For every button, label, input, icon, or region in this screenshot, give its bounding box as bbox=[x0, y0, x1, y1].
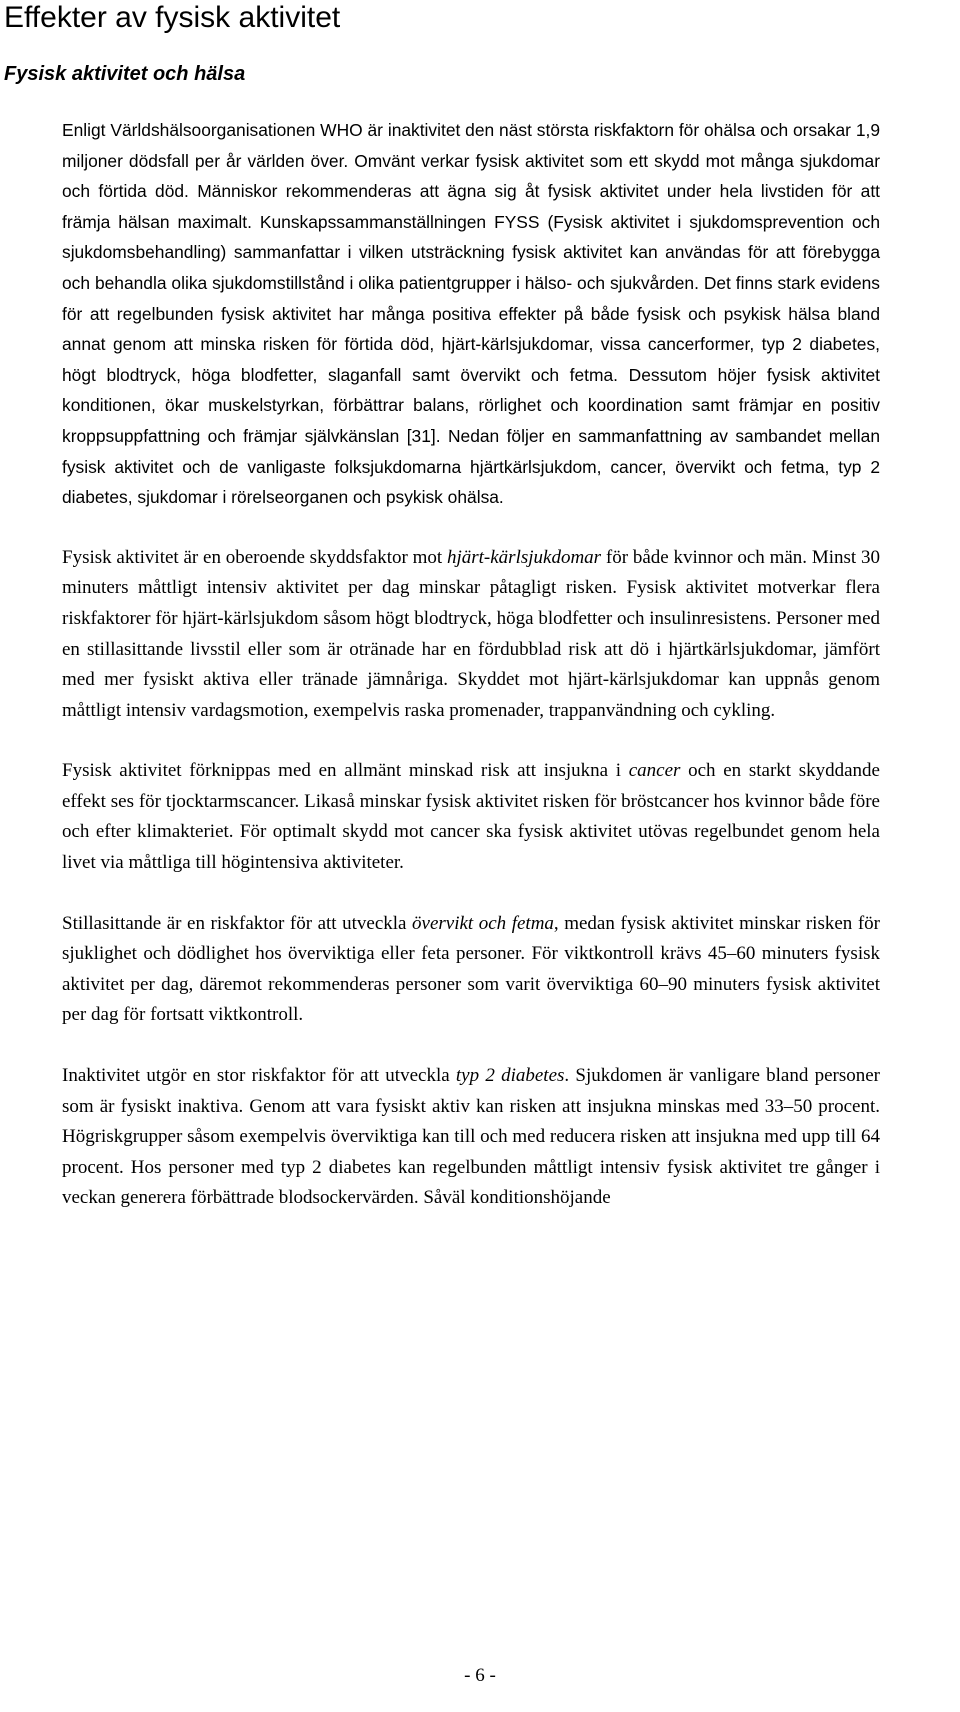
section-heading: Fysisk aktivitet och hälsa bbox=[4, 63, 246, 85]
text-run: , medan fysisk aktivitet minskar risken för sjuklighet och dödlighet hos överviktiga eller feta personer. För viktkontroll krävs 45–60 minuters fysisk aktivitet per dag, däremot rekommenderas personer som varit överviktiga 60–90 minuters fysisk aktivitet per dag för fortsatt viktkontroll. bbox=[62, 912, 880, 1026]
text-run: Enligt Världshälsoorganisationen WHO är inaktivitet den näst största riskfaktorn för ohälsa och orsakar 1,9 miljoner dödsfall per år världen över. Omvänt verkar fysisk aktivitet som ett skydd mot många sjukdomar och förtida död. Människor rekommenderas att ägna sig åt fysisk aktivitet under hela livstiden för att främja hälsan maximalt. Kunskapssammanställningen FYSS (Fysisk aktivitet i sjukdomsprevention och sjukdomsbehandling) sammanfattar i vilken utsträckning fysisk aktivitet kan användas för att förebygga och behandla olika sjukdomstillstånd i olika patientgrupper i hälso- och sjukvården. Det finns stark evidens för att regelbunden fysisk aktivitet har många positiva effekter på både fysisk och psykisk hälsa bland annat genom att minska risken för förtida död, hjärt-kärlsjukdomar, vissa cancerformer, typ 2 diabetes, högt blodtryck, höga blodfetter, slaganfall samt övervikt och fetma. Dessutom höjer fysisk aktivitet konditionen, ökar muskelstyrkan, förbättrar balans, rörlighet och koordination samt främjar en positiv kroppsuppfattning och främjar självkänslan [31]. Nedan följer en sammanfattning av sambandet mellan fysisk aktivitet och de vanligaste folksjukdomarna hjärtkärlsjukdom, cancer, övervikt och fetma, typ 2 diabetes, sjukdomar i rörelseorganen och psykisk ohälsa. bbox=[62, 120, 880, 508]
paragraph bbox=[62, 756, 880, 878]
emphasized-text: övervikt och fetma bbox=[412, 912, 554, 934]
text-run: Fysisk aktivitet är en oberoende skyddsfaktor mot bbox=[62, 546, 447, 568]
document-title: Effekter av fysisk aktivitet bbox=[4, 1, 341, 34]
emphasized-text: cancer bbox=[628, 760, 681, 782]
text-run: för både kvinnor och män. Minst 30 minuters måttligt intensiv aktivitet per dag minskar påtagligt risken. Fysisk aktivitet motverkar flera riskfaktorer för hjärt-kärlsjukdom såsom högt blodtryck, höga blodfetter och insulinresistens. Personer med en stillasittande livsstil eller som är otränade har en fördubblad risk att dö i hjärtkärlsjukdomar, jämfört med mer fysiskt aktiva eller tränade jämnåriga. Skyddet mot hjärt-kärlsjukdomar kan uppnås genom måttligt intensiv vardagsmotion, exempelvis raska promenader, trappanvändning och cykling. bbox=[62, 546, 880, 721]
text-run: och en starkt skyddande effekt ses för tjocktarmscancer. Likaså minskar fysisk aktivitet risken för bröstcancer hos kvinnor både före och efter klimakteriet. För optimalt skydd mot cancer ska fysisk aktivitet utövas regelbundet genom hela livet via måttliga till högintensiva aktiviteter. bbox=[62, 760, 880, 874]
body-text bbox=[62, 115, 880, 1244]
page-number: - 6 - bbox=[464, 1665, 496, 1686]
emphasized-text: hjärt-kärlsjukdomar bbox=[446, 546, 602, 568]
paragraph bbox=[62, 115, 880, 513]
paragraph bbox=[62, 909, 880, 1031]
paragraph bbox=[62, 543, 880, 727]
text-run: Stillasittande är en riskfaktor för att utveckla bbox=[62, 912, 413, 934]
text-run: . Sjukdomen är vanligare bland personer som är fysiskt inaktiva. Genom att vara fysiskt aktiv kan risken att insjukna minskas med 33–50 procent. Högriskgrupper såsom exempelvis överviktiga kan till och med reducera risken att insjukna med upp till 64 procent. Hos personer med typ 2 diabetes kan regelbunden måttligt intensiv fysisk aktivitet tre gånger i veckan generera förbättrade blodsockervärden. Såväl konditionshöjande bbox=[62, 1065, 880, 1209]
paragraph bbox=[62, 1061, 880, 1214]
text-run: Inaktivitet utgör en stor riskfaktor för att utveckla bbox=[62, 1065, 456, 1087]
emphasized-text: typ 2 diabetes bbox=[455, 1065, 565, 1087]
text-run: Fysisk aktivitet förknippas med en allmänt minskad risk att insjukna i bbox=[62, 760, 629, 782]
